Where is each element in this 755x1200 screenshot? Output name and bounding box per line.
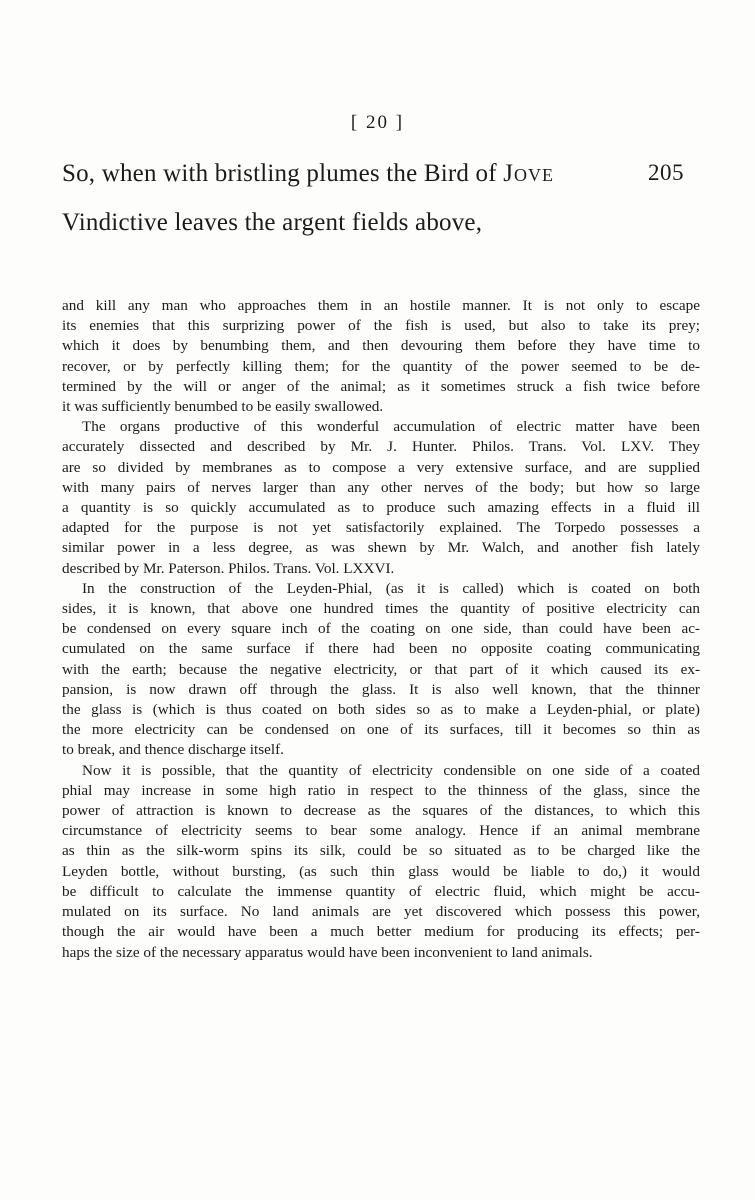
text-line: are so divided by membranes as to compose a very extensive surface, and are supplied [62,458,700,476]
text-line: Now it is possible, that the quantity of electricity condensible on one side of a coated [82,761,700,779]
verse-line-1-text: So, when with bristling plumes the Bird of [62,160,497,187]
text-line: pansion, is now drawn off through the glass. It is also well known, that the thinner [62,680,700,698]
text-line: it was sufficiently benumbed to be easily swallowed. [62,398,384,416]
text-line: power of attraction is known to decrease as the squares of the distances, to which this [62,802,700,820]
text-line: termined by the will or anger of the animal; as it sometimes struck a fish twice before [62,377,700,395]
text-line: sides, it is known, that above one hundred times the quantity of positive electricity can [62,600,700,618]
verse-line-2: Vindictive leaves the argent fields above, [62,209,483,236]
text-line: a quantity is so quickly accumulated as to produce such amazing effects in a fluid ill [62,499,700,517]
verse-line-1-smallcaps: Jove [503,160,554,187]
text-line: with many pairs of nerves larger than any other nerves of the body; but how so large [62,478,700,496]
text-line: mulated on its surface. No land animals are yet discovered which possess this power, [62,903,700,921]
text-line: cumulated on the same surface if there had been no opposite coating communicating [62,640,700,658]
text-line: Leyden bottle, without bursting, (as such thin glass would be liable to do,) it would [62,862,700,880]
text-line: which it does by benumbing them, and then devouring them before they have time to [62,337,700,355]
text-line: be condensed on every square inch of the coating on one side, than could have been ac- [62,620,700,638]
paragraph-4 [62,761,700,963]
text-line: haps the size of the necessary apparatus would have been inconvenient to land animals. [62,943,593,961]
text-line: with the earth; because the negative electricity, or that part of it which caused its ex- [62,660,700,678]
text-line: the more electricity can be condensed on one of its surfaces, till it becomes so thin as [62,721,700,739]
page-number: [ 20 ] [350,112,405,133]
paragraph-3 [62,579,700,761]
text-line: as thin as the silk-worm spins its silk, could be so situated as to be charged like the [62,842,700,860]
paragraph-2 [62,417,700,579]
text-line: be difficult to calculate the immense quantity of electric fluid, which might be accu- [62,882,700,900]
paragraph-1 [62,296,700,417]
text-line: its enemies that this surprizing power of the fish is used, but also to take its prey; [62,317,700,335]
text-line: phial may increase in some high ratio in respect to the thinness of the glass, since the [62,781,700,799]
text-line: and kill any man who approaches them in an hostile manner. It is not only to escape [62,297,700,314]
text-line: circumstance of electricity seems to bear some analogy. Hence if an animal membrane [62,822,700,840]
text-line: adapted for the purpose is not yet satisfactorily explained. The Torpedo possesses a [62,519,700,537]
footnote-text [62,296,700,963]
text-line: to break, and thence discharge itself. [62,741,284,759]
text-line: the glass is (which is thus coated on both sides so as to make a Leyden-phial, or plate) [62,701,700,719]
text-line: The organs productive of this wonderful accumulation of electric matter have been [82,418,700,436]
text-line: In the construction of the Leyden-Phial, (as it is called) which is coated on both [82,579,700,597]
text-line: accurately dissected and described by Mr. J. Hunter. Philos. Trans. Vol. LXV. They [62,438,700,456]
verse-line-number: 205 [648,160,684,185]
text-line: though the air would have been a much better medium for producing its effects; per- [62,923,700,941]
text-line: described by Mr. Paterson. Philos. Trans. Vol. LXXVI. [62,559,395,577]
text-line: similar power in a less degree, as was shewn by Mr. Walch, and another fish lately [62,539,700,557]
text-line: recover, or by perfectly killing them; for the quantity of the power seemed to be de- [62,357,700,375]
verse-line-1 [62,160,554,188]
